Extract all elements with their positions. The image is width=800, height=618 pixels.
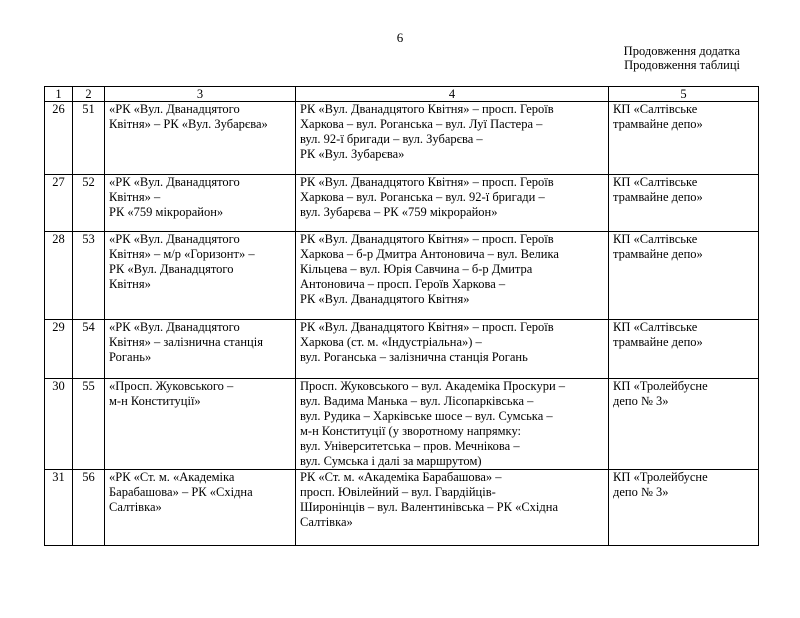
table-row [45, 379, 759, 470]
route-path: РК «Вул. Дванадцятого Квітня» – просп. Героїв Харкова – вул. Роганська – вул. Луї Пастера – вул. 92-ї бригади – вул. Зубарєва – РК «Вул. Зубарєва» [296, 102, 609, 175]
row-index: 28 [45, 232, 73, 320]
route-operator: КП «Салтівське трамвайне депо» [609, 232, 759, 320]
route-name: «РК «Ст. м. «Академіка Барабашова» – РК «Східна Салтівка» [105, 470, 296, 546]
route-path: РК «Ст. м. «Академіка Барабашова» – просп. Ювілейний – вул. Гвардійців- Широнінців – вул. Валентинівська – РК «Східна Салтівка» [296, 470, 609, 546]
header-col-4: 4 [296, 87, 609, 102]
caption-appendix-continuation: Продовження додатка [623, 44, 740, 58]
table-row [45, 470, 759, 546]
route-number: 52 [73, 175, 105, 232]
route-operator: КП «Салтівське трамвайне депо» [609, 320, 759, 379]
row-index: 31 [45, 470, 73, 546]
route-number: 51 [73, 102, 105, 175]
row-index: 29 [45, 320, 73, 379]
route-name: «РК «Вул. Дванадцятого Квітня» – м/р «Горизонт» – РК «Вул. Дванадцятого Квітня» [105, 232, 296, 320]
caption-table-continuation: Продовження таблиці [624, 58, 740, 72]
route-number: 53 [73, 232, 105, 320]
route-operator: КП «Тролейбусне депо № 3» [609, 470, 759, 546]
route-path: РК «Вул. Дванадцятого Квітня» – просп. Героїв Харкова (ст. м. «Індустріальна») – вул. Роганська – залізнична станція Рогань [296, 320, 609, 379]
route-operator: КП «Тролейбусне депо № 3» [609, 379, 759, 470]
route-number: 54 [73, 320, 105, 379]
table-row [45, 175, 759, 232]
page-number: 6 [396, 30, 404, 45]
header-row [45, 87, 759, 102]
route-name: «РК «Вул. Дванадцятого Квітня» – залізнична станція Рогань» [105, 320, 296, 379]
route-number: 56 [73, 470, 105, 546]
route-name: «РК «Вул. Дванадцятого Квітня» – РК «Вул. Зубарєва» [105, 102, 296, 175]
row-index: 30 [45, 379, 73, 470]
route-path: РК «Вул. Дванадцятого Квітня» – просп. Героїв Харкова – б-р Дмитра Антоновича – вул. Велика Кільцева – вул. Юрія Савчина – б-р Дмитра Антоновича – просп. Героїв Харкова – РК «Вул. Дванадцятого Квітня» [296, 232, 609, 320]
route-path: РК «Вул. Дванадцятого Квітня» – просп. Героїв Харкова – вул. Роганська – вул. 92-ї бригади – вул. Зубарєва – РК «759 мікрорайон» [296, 175, 609, 232]
header-col-1: 1 [45, 87, 73, 102]
route-path: Просп. Жуковського – вул. Академіка Проскури – вул. Вадима Манька – вул. Лісопарківська – вул. Рудика – Харківське шосе – вул. Сумська – м-н Конституції (у зворотному напрямку: вул. Університетська – пров. Мечнікова – вул. Сумська і далі за маршрутом) [296, 379, 609, 470]
header-col-2: 2 [73, 87, 105, 102]
route-name: «РК «Вул. Дванадцятого Квітня» – РК «759 мікрорайон» [105, 175, 296, 232]
table-caption [624, 44, 740, 72]
header-col-5: 5 [609, 87, 759, 102]
route-operator: КП «Салтівське трамвайне депо» [609, 102, 759, 175]
row-index: 26 [45, 102, 73, 175]
table-row [45, 102, 759, 175]
row-index: 27 [45, 175, 73, 232]
header-col-3: 3 [105, 87, 296, 102]
route-number: 55 [73, 379, 105, 470]
table-row [45, 232, 759, 320]
table-row [45, 320, 759, 379]
route-operator: КП «Салтівське трамвайне депо» [609, 175, 759, 232]
route-name: «Просп. Жуковського – м-н Конституції» [105, 379, 296, 470]
routes-table [44, 86, 759, 546]
